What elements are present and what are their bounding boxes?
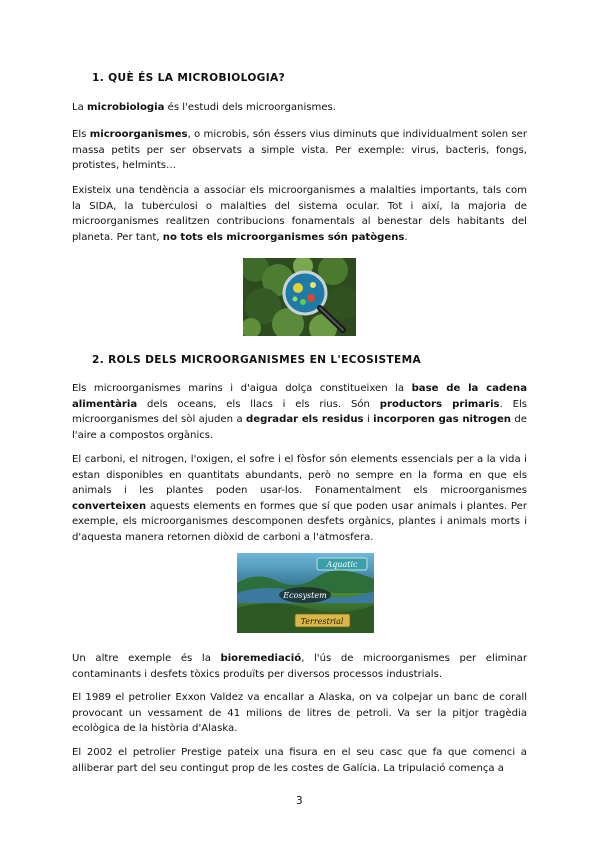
s2-paragraph-4: El 1989 el petrolier Exxon Valdez va encallar a Alaska, on va colpejar un banc de corall provocant un vessament de 41 milions de litres de petroli. Va ser la pitjor tragèdia ecològica de la història d'Alaska.	[72, 692, 527, 734]
ecosystem-image	[237, 553, 374, 633]
eco-bottom-label: Terrestrial	[300, 617, 344, 626]
s2-paragraph-3: Un altre exemple és la bioremediació, l'ús de microorganismes per eliminar contaminants i desfets tòxics produïts per diversos processos industrials.	[72, 653, 527, 680]
s2-paragraph-1: Els microorganismes marins i d'aigua dolça constitueixen la base de la cadena alimentària dels oceans, els llacs i els rius. Són productors primaris. Els microorganismes del sòl ajuden a degradar els residus i incorporen gas nitrogen de l'aire a compostos orgànics.	[72, 383, 528, 441]
page-number: 3	[296, 795, 303, 807]
document-page	[72, 0, 527, 848]
microorganisms-magnifier-image	[243, 258, 356, 336]
section-1-heading: 1. QUÈ ÉS LA MICROBIOLOGIA?	[92, 72, 286, 84]
s2-paragraph-5: El 2002 el petrolier Prestige pateix una fisura en el seu casc que fa que comenci a alliberar part del seu contingut prop de les costes de Galícia. La tripulació comença a	[72, 747, 527, 774]
s1-paragraph-1: La microbiologia és l'estudi dels microorganismes.	[72, 102, 337, 113]
s1-paragraph-2: Els microorganismes, o microbis, són éssers vius diminuts que individualment solen ser massa petits per ser observats a simple vista. Per exemple: virus, bacteris, fongs, protistes, helmints…	[72, 129, 527, 171]
eco-top-label: Aquatic	[326, 560, 358, 569]
s2-paragraph-2: El carboni, el nitrogen, l'oxigen, el sofre i el fòsfor són elements essencials per a la vida i estan disponibles en quantitats abundants, però no sempre en la forma en que els animals i les plantes poden usar-los. Fonamentalment els microorganismes converteixen aquests elements en formes que sí que poden usar animals i plantes. Per exemple, els microorganismes descomponen desfets orgànics, plantes i animals morts i d'aquesta manera retornen diòxid de carboni a l'atmosfera.	[72, 454, 527, 543]
section-2-heading: 2. ROLS DELS MICROORGANISMES EN L'ECOSISTEMA	[92, 354, 422, 366]
eco-center-label: Ecosystem	[283, 591, 327, 600]
s1-paragraph-3: Existeix una tendència a associar els microorganismes a malalties importants, tals com la SIDA, la tuberculosi o malalties del sistema ocular. Tot i així, la majoria de microorganismes realitzen contribucions fonamentals al benestar dels habitants del planeta. Per tant, no tots els microorganismes són patògens.	[72, 185, 527, 243]
